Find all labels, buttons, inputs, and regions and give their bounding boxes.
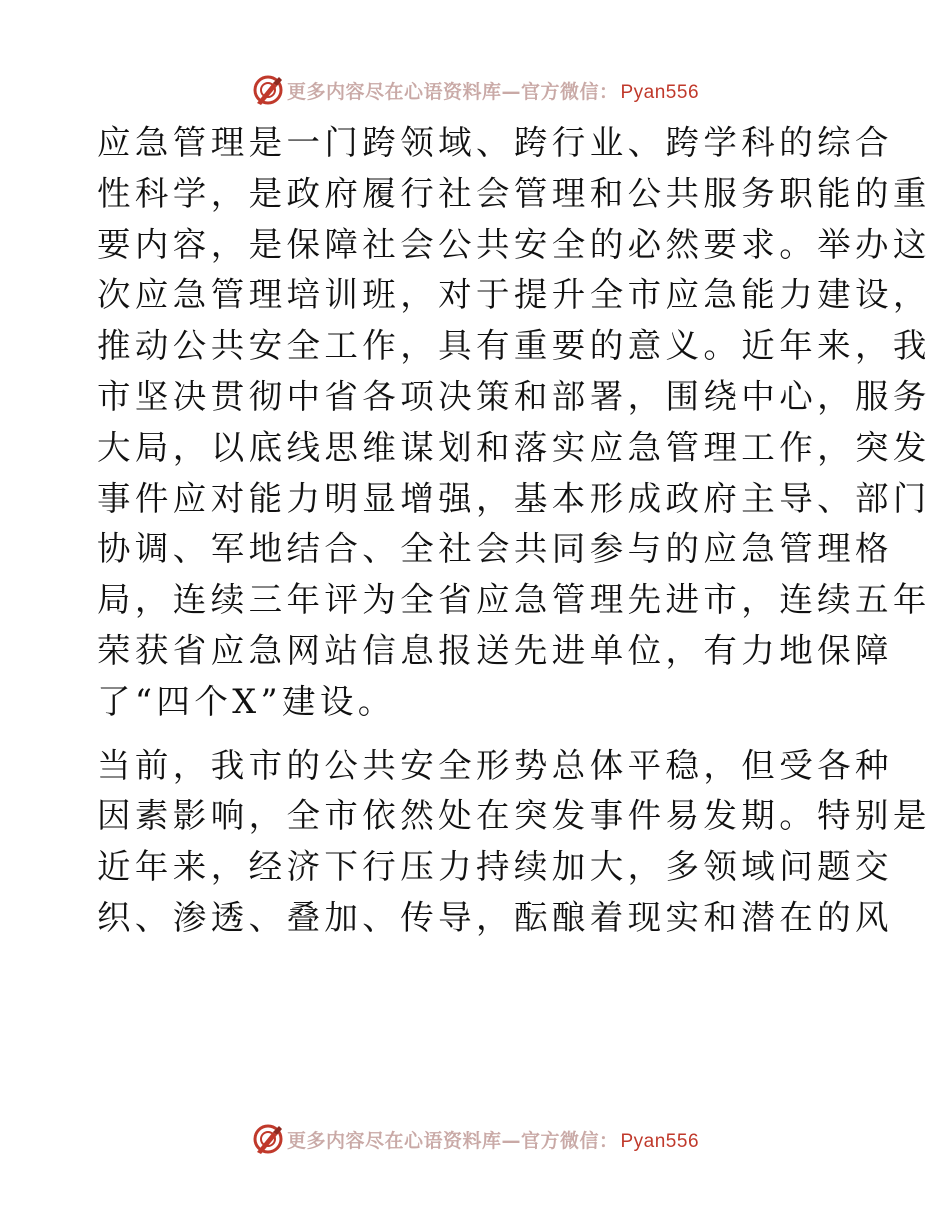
- text-line: 事件应对能力明显增强，基本形成政府主导、部门: [97, 478, 931, 518]
- document-body: [97, 118, 931, 944]
- text-line: 近年来，经济下行压力持续加大，多领域问题交: [97, 847, 893, 887]
- text-line: 当前，我市的公共安全形势总体平稳，但受各种: [97, 745, 893, 785]
- header-banner-text: [287, 77, 699, 104]
- text-line: 因素影响，全市依然处在突发事件易发期。特别是: [97, 796, 931, 836]
- footer-banner-text: [287, 1126, 699, 1153]
- paragraph-2: [97, 741, 931, 944]
- text-line: 次应急管理培训班，对于提升全市应急能力建设，: [97, 275, 931, 315]
- header-banner: [0, 70, 950, 110]
- text-line: 应急管理是一门跨领域、跨行业、跨学科的综合: [97, 123, 893, 162]
- header-wechat-handle: Pyan556: [620, 81, 700, 103]
- text-line: 要内容，是保障社会公共安全的必然要求。举办这: [97, 224, 931, 264]
- text-line: 推动公共安全工作，具有重要的意义。近年来，我: [97, 326, 931, 366]
- text-line: 了“四个X”建设。: [97, 681, 396, 721]
- text-line: 市坚决贯彻中省各项决策和部署，围绕中心，服务: [97, 376, 931, 416]
- text-line: 织、渗透、叠加、传导，酝酿着现实和潜在的风: [97, 897, 893, 937]
- paragraph-1: [97, 118, 931, 728]
- text-line: 性科学，是政府履行社会管理和公共服务职能的重: [97, 173, 931, 213]
- pen-logo-icon: [251, 73, 285, 107]
- text-line: 协调、军地结合、全社会共同参与的应急管理格: [97, 529, 893, 569]
- footer-banner: [0, 1119, 950, 1159]
- footer-wechat-handle: Pyan556: [620, 1130, 700, 1152]
- text-line: 局，连续三年评为全省应急管理先进市，连续五年: [97, 580, 931, 620]
- footer-banner-label: 更多内容尽在心语资料库—官方微信：: [286, 1129, 619, 1152]
- pen-logo-icon: [251, 1122, 285, 1156]
- text-line: 荣获省应急网站信息报送先进单位，有力地保障: [97, 630, 893, 670]
- header-banner-label: 更多内容尽在心语资料库—官方微信：: [286, 80, 619, 103]
- text-line: 大局，以底线思维谋划和落实应急管理工作，突发: [97, 427, 931, 467]
